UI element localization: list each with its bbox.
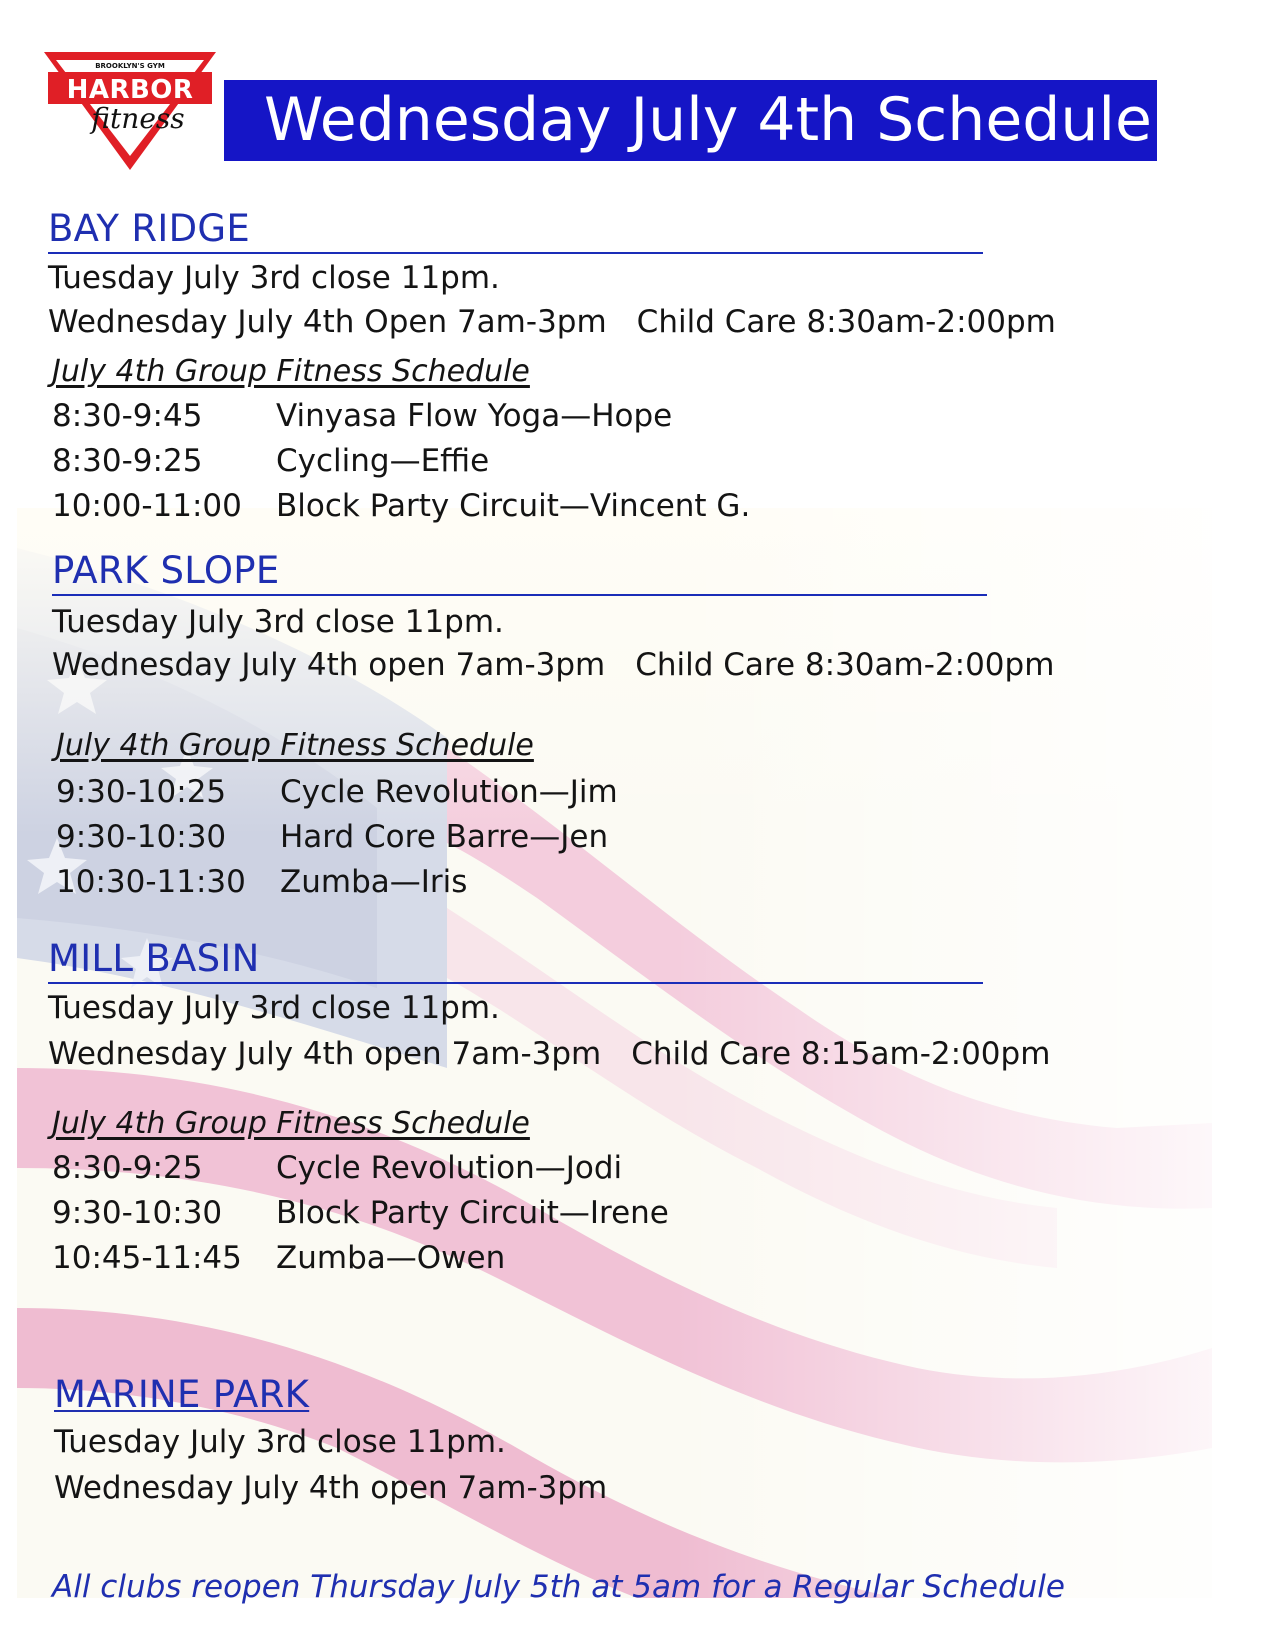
list-item (52, 394, 750, 439)
group-fitness-heading: July 4th Group Fitness Schedule (52, 1106, 530, 1141)
location-heading-park-slope: PARK SLOPE (52, 550, 987, 596)
list-item (52, 1236, 669, 1281)
class-name: Cycle Revolution—Jim (280, 774, 618, 810)
harbor-fitness-logo (42, 48, 218, 172)
class-name: Block Party Circuit—Irene (276, 1195, 669, 1231)
class-time: 10:30-11:30 (56, 864, 246, 900)
reopen-notice: All clubs reopen Thursday July 5th at 5am for a Regular Schedule (52, 1569, 1065, 1605)
class-list (52, 394, 750, 529)
class-name: Hard Core Barre—Jen (280, 819, 609, 855)
closing-hours: Tuesday July 3rd close 11pm. (48, 260, 500, 296)
class-time: 8:30-9:45 (52, 398, 203, 434)
location-heading-marine-park: MARINE PARK (54, 1373, 310, 1416)
class-time: 9:30-10:25 (56, 774, 227, 810)
title-banner (224, 80, 1157, 161)
opening-hours: Wednesday July 4th open 7am-3pm (52, 647, 606, 683)
class-time: 8:30-9:25 (52, 1150, 203, 1186)
class-name: Cycle Revolution—Jodi (276, 1150, 623, 1186)
list-item (56, 860, 618, 905)
class-name: Vinyasa Flow Yoga—Hope (276, 398, 673, 434)
opening-hours-line (48, 1034, 1050, 1074)
opening-hours: Wednesday July 4th open 7am-3pm (54, 1470, 608, 1506)
class-name: Zumba—Iris (280, 864, 468, 900)
list-item (52, 484, 750, 529)
closing-hours: Tuesday July 3rd close 11pm. (54, 1424, 506, 1460)
opening-hours: Wednesday July 4th open 7am-3pm (48, 1036, 602, 1072)
location-heading-bay-ridge: BAY RIDGE (48, 208, 983, 254)
class-name: Zumba—Owen (276, 1240, 506, 1276)
class-time: 10:00-11:00 (52, 488, 242, 524)
class-name: Block Party Circuit—Vincent G. (276, 488, 751, 524)
list-item (52, 1191, 669, 1236)
opening-hours-line (48, 302, 1056, 342)
list-item (56, 770, 618, 815)
group-fitness-heading: July 4th Group Fitness Schedule (56, 728, 534, 763)
child-care-hours: Child Care 8:15am-2:00pm (631, 1036, 1051, 1072)
class-time: 10:45-11:45 (52, 1240, 242, 1276)
class-time: 8:30-9:25 (52, 443, 203, 479)
closing-hours: Tuesday July 3rd close 11pm. (52, 604, 504, 640)
group-fitness-heading: July 4th Group Fitness Schedule (52, 354, 530, 389)
list-item (52, 1146, 669, 1191)
class-time: 9:30-10:30 (52, 1195, 223, 1231)
class-time: 9:30-10:30 (56, 819, 227, 855)
location-heading-mill-basin: MILL BASIN (48, 938, 983, 984)
svg-text:fitness: fitness (91, 102, 185, 135)
child-care-hours: Child Care 8:30am-2:00pm (636, 304, 1056, 340)
svg-text:BROOKLYN'S GYM: BROOKLYN'S GYM (95, 62, 165, 70)
page-title: Wednesday July 4th Schedule (264, 85, 1152, 155)
opening-hours: Wednesday July 4th Open 7am-3pm (48, 304, 607, 340)
child-care-hours: Child Care 8:30am-2:00pm (635, 647, 1055, 683)
list-item (52, 439, 750, 484)
class-list (52, 1146, 669, 1281)
class-list (56, 770, 618, 905)
opening-hours-line (52, 645, 1054, 685)
class-name: Cycling—Effie (276, 443, 490, 479)
svg-text:HARBOR: HARBOR (66, 75, 194, 105)
list-item (56, 815, 618, 860)
closing-hours: Tuesday July 3rd close 11pm. (48, 990, 500, 1026)
